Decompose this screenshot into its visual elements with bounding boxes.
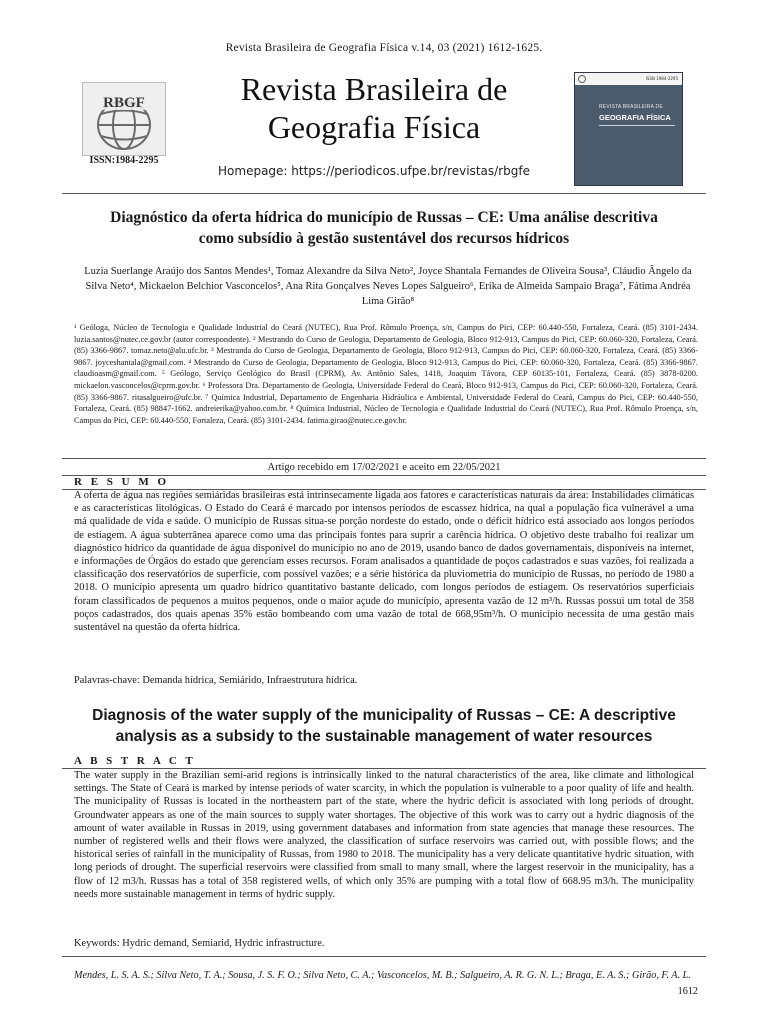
globe-logo-icon <box>83 83 165 155</box>
cover-issn: ISSN 1984-2295 <box>645 76 678 81</box>
affiliations: ¹ Geóloga, Núcleo de Tecnologia e Qualidade Industrial do Ceará (NUTEC), Rua Prof. Rômulo Proença, s/n, Campus do Pici, CEP: 60.440-550, Fortaleza, Ceará. (85) 3101-2434. luzia.santos@nutec.ce.gov.br (autor correspondente). ² Mestrando do Curso de Geologia, Departamento de Geologia, Bloco 912-913, Campus do Pici, CEP: 60.060-320, Fortaleza, Ceará. (85) 3366-9867. tomaz.neto@alu.ufc.br. ³ Mestranda do Curso de Geologia, Departamento de Geologia, Bloco 912-913, Campus do Pici, CEP: 60.060-320, Fortaleza, Ceará. (85) 3366-9867. joyceshantala@gmail.com. ⁴ Mestrando do Curso de Geologia, Departamento de Geologia, Bloco 912-913, Campus do Pici, CEP: 60.060-320, Fortaleza, Ceará. (85) 3366-9867. claudioasm@gmail.com. ⁵ Geólogo, Serviço Geológico do Brasil (CPRM), Av. Antônio Sales, 1418, Joaquim Távora, CEP 60135-101, Fortaleza, Ceará. (85) 3878-0200. mickaelon.vasconcelos@cprm.gov.br. ⁶ Professora Dra. Departamento de Geologia, Universidade Federal do Ceará, Bloco 912-913, Campus do Pici, CEP: 60.060-320, Fortaleza, Ceará. (85) 3366-9867. ritasalgueiro@ufc.br. ⁷ Química Industrial, Departamento de Engenharia Hidráulica e Ambiental, Universidade Federal do Ceará, Campus do Pici, CEP: 60.440-550, Fortaleza, Ceará. (85) 98847-1662. andreierika@yahoo.com.br. ⁸ Química Industrial, Núcleo de Tecnologia e Qualidade Industrial do Ceará (NUTEC), Rua Prof. Rômulo Proença, s/n, Campus do Pici, CEP: 60.440-550, Fortaleza, Ceará. (85) 3101-2434. fatima.girao@nutec.ce.gov.br. <box>74 323 698 425</box>
article-title-pt: Diagnóstico da oferta hídrica do município de Russas – CE: Uma análise descritiva como subsídio à gestão sustentável dos recursos hídricos <box>110 209 658 247</box>
abstract-text: The water supply in the Brazilian semi-arid regions is intrinsically linked to the natural characteristics of the area, like climate and lithological settings. The State of Ceará is marked by intense periods of water scarcity, in which the population is vulnerable to a poor quality of life and health. The municipality of Russas is located in the northeastern part of the state, where the hydric deficit is associated with long periods of drought. Groundwater appears as one of the main sources to supply water shortages. The objective of this work was to carry out a hydric diagnosis of the amount of water available in Russas in 2019, using government databases and information from state agencies that manage these resources. The number of registered wells and their flows were analyzed, the classification of surface reservoirs was carried out, with possible flows; and the historical series of rainfall in the municipality of Russas, from 1980 to 2018. The municipality has a very delicate quantitative hydric situation, with long periods of drought. The superficial reservoirs were classified from small to many small, where the largest reservoir in the municipality, has a flow of 12 m3/h. Russas has a total of 358 registered wells, of which only 35% are pumping with a total flow of 668.95 m3/h. The municipality needs more sustainable management in terms of hydric supply. <box>74 770 694 900</box>
cover-subtitle: REVISTA BRASILEIRA DE <box>599 104 663 110</box>
author-list: Luzia Suerlange Araújo dos Santos Mendes¹, Tomaz Alexandre da Silva Neto², Joyce Shantala Fernandes de Oliveira Sousa³, Cláudio Ângelo da Silva Neto⁴, Mickaelon Belchior Vasconcelos⁵, Ana Rita Gonçalves Neves Lopes Salgueiro⁶, Erika de Almeida Sampaio Braga⁷, Fátima Andréa Lima Girão⁸ <box>84 266 692 307</box>
footer-divider <box>62 956 706 957</box>
abstract-heading: A B S T R A C T <box>74 755 196 767</box>
article-title-en: Diagnosis of the water supply of the municipality of Russas – CE: A descriptive analysis as a subsidy to the sustainable management of water resources <box>92 707 676 745</box>
keywords-en: Keywords: Hydric demand, Semiarid, Hydric infrastructure. <box>74 938 325 949</box>
cover-title: GEOGRAFIA FÍSICA <box>599 113 671 122</box>
cover-logo-icon <box>578 75 586 83</box>
cover-divider <box>599 125 675 126</box>
journal-homepage[interactable]: Homepage: https://periodicos.ufpe.br/revistas/rbgfe <box>218 164 530 178</box>
resumo-heading: R E S U M O <box>74 476 170 488</box>
running-head: Revista Brasileira de Geografia Física v.14, 03 (2021) 1612-1625. <box>225 42 543 54</box>
header-divider <box>62 193 706 194</box>
page-number: 1612 <box>677 986 698 997</box>
journal-title <box>180 70 568 146</box>
journal-title-line-1: Revista Brasileira de <box>240 71 508 107</box>
issn: ISSN:1984-2295 <box>89 155 159 166</box>
footer-citation: Mendes, L. S. A. S.; Silva Neto, T. A.; Sousa, J. S. F. O.; Silva Neto, C. A.; Vasconcelos, M. B.; Salgueiro, A. R. G. N. L.; Braga, E. A. S.; Girão, F. A. L. <box>74 970 691 981</box>
journal-cover-image <box>574 72 683 186</box>
rbgf-logo <box>82 82 166 156</box>
keywords-pt: Palavras-chave: Demanda hídrica, Semiárido, Infraestrutura hídrica. <box>74 675 358 686</box>
cover-header-strip <box>575 73 682 85</box>
logo-text: RBGF <box>103 95 145 111</box>
affiliations-divider <box>62 458 706 459</box>
received-date: Artigo recebido em 17/02/2021 e aceito em 22/05/2021 <box>267 462 501 473</box>
resumo-text: A oferta de água nas regiões semiáridas brasileiras está intrinsecamente ligada aos fatores e características naturais da área: Instabilidades climáticas e as características litológicas. O Estado do Ceará é marcado por intensos períodos de escassez hídrica, na qual a população fica vulnerável a uma má qualidade de vida e saúde. O município de Russas situa-se porção nordeste do estado, onde o déficit hídrico está associado aos longos períodos de estiagem. A água subterrânea aparece como uma das principais fontes para suprir a carência hídrica. O objetivo deste trabalho foi realizar um diagnóstico hídrico da quantidade de água disponível do município no ano de 2019, usando banco de dados governamentais, disponíveis na internet, e informações de Órgãos do estado que gerenciam esses recursos. Foram analisados a quantidade de poços cadastrados e suas vazões, foi realizada a classificação dos reservatórios de superfície, com possível vazões; e a série histórica da pluviometria do município de Russas, no período de 1980 a 2018. O município apresenta um quadro hídrico quantitativo bastante delicado, com longos períodos de estiagem. Os reservatórios superficiais foram classificados de pequenos a muitos pequenos, onde o maior açude do município, apresenta vazão de 12 m³/h. Russas possui um total de 358 poços cadastrados, dos quais apenas 35% estão bombeando com uma vazão de total de 668,95m³/h. O município necessita de uma gestão mais sustentável na questão da oferta hídrica. <box>74 490 694 634</box>
journal-title-line-2: Geografia Física <box>267 109 481 145</box>
